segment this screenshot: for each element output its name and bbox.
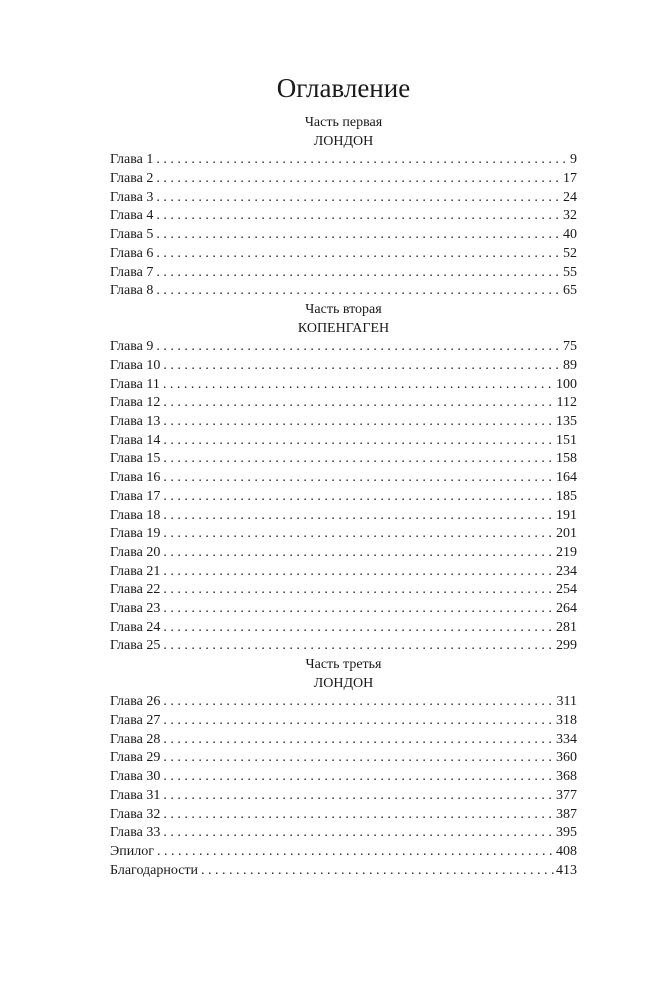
entry-page-number: 387 bbox=[556, 806, 577, 822]
entry-page-number: 89 bbox=[563, 358, 577, 373]
entry-page-number: 100 bbox=[556, 376, 577, 392]
dot-leader bbox=[163, 619, 554, 638]
table-of-contents bbox=[110, 114, 577, 880]
toc-entry[interactable] bbox=[110, 619, 577, 638]
entry-page-number: 40 bbox=[563, 227, 577, 243]
entry-label: Глава 20 bbox=[110, 544, 161, 560]
entry-label: Глава 26 bbox=[110, 694, 161, 710]
dot-leader bbox=[163, 712, 554, 731]
toc-entry[interactable] bbox=[110, 376, 577, 395]
dot-leader bbox=[163, 787, 554, 806]
dot-leader bbox=[163, 824, 554, 843]
toc-entry[interactable] bbox=[110, 170, 577, 189]
dot-leader bbox=[163, 768, 554, 787]
entry-page-number: 334 bbox=[556, 731, 577, 747]
entry-page-number: 413 bbox=[556, 862, 577, 878]
entry-label: Глава 14 bbox=[110, 432, 161, 448]
toc-entry[interactable] bbox=[110, 264, 577, 283]
entry-label: Глава 6 bbox=[110, 245, 154, 261]
entry-page-number: 151 bbox=[556, 432, 577, 448]
entry-label: Глава 18 bbox=[110, 507, 161, 523]
entry-label: Глава 24 bbox=[110, 619, 161, 635]
dot-leader bbox=[201, 862, 554, 881]
entry-page-number: 32 bbox=[563, 208, 577, 224]
dot-leader bbox=[163, 806, 554, 825]
entry-page-number: 318 bbox=[556, 713, 577, 729]
entry-label: Глава 2 bbox=[110, 171, 154, 187]
entry-label: Глава 33 bbox=[110, 825, 161, 841]
dot-leader bbox=[163, 488, 554, 507]
dot-leader bbox=[163, 432, 554, 451]
entry-label: Глава 27 bbox=[110, 713, 161, 729]
entry-page-number: 360 bbox=[556, 750, 577, 766]
entry-label: Глава 3 bbox=[110, 189, 154, 205]
part-label: Часть вторая bbox=[305, 301, 382, 317]
entry-page-number: 24 bbox=[563, 189, 577, 205]
entry-label: Глава 8 bbox=[110, 283, 154, 299]
toc-entry[interactable] bbox=[110, 637, 577, 656]
entry-page-number: 254 bbox=[556, 582, 577, 598]
entry-label: Глава 15 bbox=[110, 451, 161, 467]
entry-page-number: 234 bbox=[556, 563, 577, 579]
entry-label: Глава 25 bbox=[110, 638, 161, 654]
entry-page-number: 164 bbox=[556, 470, 577, 486]
entry-page-number: 112 bbox=[556, 395, 577, 411]
entry-label: Глава 1 bbox=[110, 152, 154, 168]
entry-label: Глава 17 bbox=[110, 488, 161, 504]
dot-leader bbox=[156, 170, 561, 189]
entry-page-number: 299 bbox=[556, 638, 577, 654]
entry-page-number: 55 bbox=[563, 264, 577, 280]
dot-leader bbox=[156, 189, 561, 208]
entry-page-number: 408 bbox=[556, 843, 577, 859]
toc-entry[interactable] bbox=[110, 787, 577, 806]
entry-page-number: 191 bbox=[556, 507, 577, 523]
dot-leader bbox=[156, 226, 561, 245]
toc-entry[interactable] bbox=[110, 189, 577, 208]
entry-label: Глава 23 bbox=[110, 600, 161, 616]
toc-entry[interactable] bbox=[110, 207, 577, 226]
toc-entry[interactable] bbox=[110, 712, 577, 731]
toc-entry[interactable] bbox=[110, 600, 577, 619]
toc-entry[interactable] bbox=[110, 581, 577, 600]
part-label: Часть третья bbox=[305, 657, 382, 672]
entry-page-number: 52 bbox=[563, 245, 577, 261]
entry-label: Благодарности bbox=[110, 862, 199, 878]
dot-leader bbox=[163, 693, 554, 712]
dot-leader bbox=[163, 600, 554, 619]
entry-label: Глава 7 bbox=[110, 264, 154, 280]
entry-label: Глава 19 bbox=[110, 526, 161, 542]
toc-entry[interactable] bbox=[110, 394, 577, 413]
entry-label: Глава 31 bbox=[110, 787, 161, 803]
entry-label: Глава 9 bbox=[110, 339, 154, 355]
dot-leader bbox=[163, 581, 554, 600]
toc-entry[interactable] bbox=[110, 245, 577, 264]
entry-page-number: 75 bbox=[563, 339, 577, 355]
entry-page-number: 264 bbox=[556, 600, 577, 616]
toc-entry[interactable] bbox=[110, 806, 577, 825]
entry-label: Глава 29 bbox=[110, 750, 161, 766]
part-label: Часть первая bbox=[304, 115, 383, 130]
entry-page-number: 9 bbox=[570, 152, 577, 168]
dot-leader bbox=[156, 151, 568, 170]
toc-entry[interactable] bbox=[110, 488, 577, 507]
toc-entry[interactable] bbox=[110, 357, 577, 376]
entry-label: Глава 11 bbox=[110, 376, 160, 392]
dot-leader bbox=[163, 749, 554, 768]
entry-page-number: 158 bbox=[556, 451, 577, 467]
entry-page-number: 281 bbox=[556, 619, 577, 635]
entry-label: Глава 13 bbox=[110, 414, 161, 430]
dot-leader bbox=[163, 413, 554, 432]
entry-label: Глава 32 bbox=[110, 806, 161, 822]
entry-page-number: 219 bbox=[556, 544, 577, 560]
toc-entry[interactable] bbox=[110, 862, 577, 881]
dot-leader bbox=[163, 376, 554, 395]
toc-entry[interactable] bbox=[110, 749, 577, 768]
dot-leader bbox=[163, 469, 554, 488]
entry-label: Глава 22 bbox=[110, 582, 161, 598]
toc-entry[interactable] bbox=[110, 768, 577, 787]
dot-leader bbox=[156, 338, 561, 357]
part-name: КОПЕНГАГЕН bbox=[297, 320, 390, 336]
toc-entry[interactable] bbox=[110, 563, 577, 582]
dot-leader bbox=[163, 544, 554, 563]
toc-entry[interactable] bbox=[110, 507, 577, 526]
toc-entry[interactable] bbox=[110, 525, 577, 544]
entry-label: Глава 30 bbox=[110, 769, 161, 785]
toc-entry[interactable] bbox=[110, 731, 577, 750]
dot-leader bbox=[163, 637, 554, 656]
dot-leader bbox=[156, 245, 561, 264]
entry-label: Эпилог bbox=[110, 843, 154, 859]
dot-leader bbox=[163, 525, 554, 544]
dot-leader bbox=[163, 507, 554, 526]
toc-entry[interactable] bbox=[110, 469, 577, 488]
toc-entry[interactable] bbox=[110, 843, 577, 862]
dot-leader bbox=[163, 731, 554, 750]
toc-entry[interactable] bbox=[110, 824, 577, 843]
dot-leader bbox=[163, 450, 554, 469]
entry-page-number: 377 bbox=[556, 787, 577, 803]
toc-entry[interactable] bbox=[110, 450, 577, 469]
entry-page-number: 201 bbox=[556, 526, 577, 542]
dot-leader bbox=[156, 264, 561, 283]
entry-label: Глава 21 bbox=[110, 563, 161, 579]
toc-entry[interactable] bbox=[110, 226, 577, 245]
entry-page-number: 368 bbox=[556, 769, 577, 785]
entry-label: Глава 10 bbox=[110, 358, 161, 373]
entry-label: Глава 28 bbox=[110, 731, 161, 747]
entry-page-number: 395 bbox=[556, 825, 577, 841]
toc-entry[interactable] bbox=[110, 282, 577, 301]
entry-label: Глава 12 bbox=[110, 395, 161, 411]
entry-label: Глава 5 bbox=[110, 227, 154, 243]
entry-page-number: 65 bbox=[563, 283, 577, 299]
toc-entry[interactable] bbox=[110, 413, 577, 432]
toc-entry[interactable] bbox=[110, 544, 577, 563]
part-name: ЛОНДОН bbox=[313, 675, 374, 691]
toc-entry[interactable] bbox=[110, 151, 577, 170]
toc-entry[interactable] bbox=[110, 338, 577, 357]
entry-label: Глава 16 bbox=[110, 470, 161, 486]
dot-leader bbox=[156, 207, 561, 226]
entry-page-number: 185 bbox=[556, 488, 577, 504]
part-name: ЛОНДОН bbox=[313, 133, 374, 149]
entry-page-number: 311 bbox=[556, 694, 577, 710]
dot-leader bbox=[163, 563, 554, 582]
entry-page-number: 135 bbox=[556, 414, 577, 430]
dot-leader bbox=[163, 394, 554, 413]
dot-leader bbox=[157, 843, 554, 862]
entry-label: Глава 4 bbox=[110, 208, 154, 224]
toc-entry[interactable] bbox=[110, 432, 577, 451]
dot-leader bbox=[163, 357, 561, 376]
page-title: Оглавление bbox=[276, 73, 411, 103]
entry-page-number: 17 bbox=[563, 171, 577, 187]
dot-leader bbox=[156, 282, 561, 301]
toc-entry[interactable] bbox=[110, 693, 577, 712]
